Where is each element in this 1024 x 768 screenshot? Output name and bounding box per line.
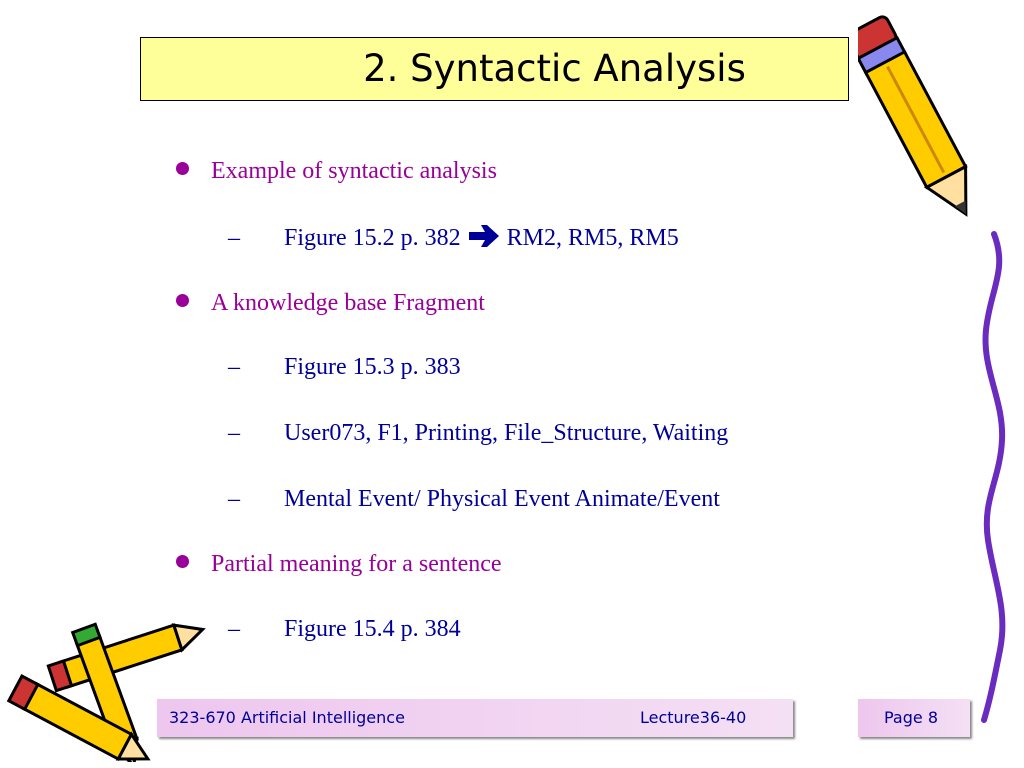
right-arrow-icon: [467, 223, 501, 257]
footer-course: 323-670 Artificial Intelligence: [169, 708, 405, 727]
sub-text: Figure 15.4 p. 384: [284, 616, 461, 642]
footer-page-box: [858, 699, 970, 737]
sub-text-after-arrow: RM2, RM5, RM5: [506, 225, 679, 251]
bullet-dot-icon: [176, 555, 189, 568]
bullet-text: Partial meaning for a sentence: [211, 551, 502, 577]
dash: –: [228, 225, 240, 251]
pencil-icon: [858, 4, 1008, 244]
slide-title: 2. Syntactic Analysis: [363, 47, 746, 90]
title-box: [140, 37, 849, 101]
dash: –: [228, 616, 240, 642]
bullet-text: Example of syntactic analysis: [211, 158, 497, 184]
sub-text: Mental Event/ Physical Event Animate/Event: [284, 486, 720, 512]
sub-text-before-arrow: Figure 15.2 p. 382: [284, 225, 461, 251]
footer-lecture: Lecture36-40: [640, 708, 747, 727]
dash: –: [228, 486, 240, 512]
bullet-dot-icon: [176, 294, 189, 307]
dash: –: [228, 354, 240, 380]
dash: –: [228, 420, 240, 446]
bullet-text: A knowledge base Fragment: [211, 290, 485, 316]
sub-text: Figure 15.3 p. 383: [284, 354, 461, 380]
footer-course-bar: [157, 699, 793, 737]
wavy-line-icon: [960, 230, 1024, 730]
sub-text: [284, 223, 679, 257]
pencils-icon: [0, 612, 210, 762]
sub-text: User073, F1, Printing, File_Structure, Waiting: [284, 420, 729, 446]
footer-page-number: Page 8: [884, 708, 938, 727]
bullet-dot-icon: [176, 162, 189, 175]
